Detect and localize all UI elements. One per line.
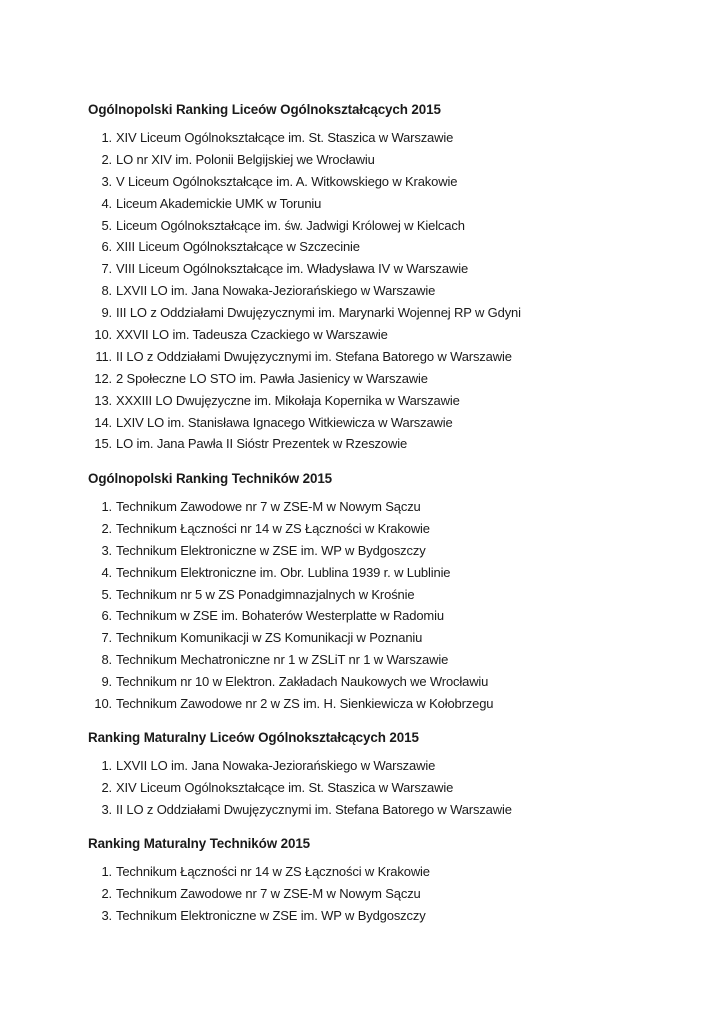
list-item [88, 499, 708, 521]
rank-number: 1. [101, 864, 112, 879]
school-name: Technikum Komunikacji w ZS Komunikacji w Poznaniu [116, 630, 423, 646]
rank-number: 15. [94, 436, 112, 452]
section-title: Ogólnopolski Ranking Techników 2015 [88, 471, 333, 486]
rank-number: 6. [101, 608, 112, 624]
ranking-list [88, 758, 708, 824]
school-name: LO nr XIV im. Polonii Belgijskiej we Wrocławiu [116, 151, 375, 167]
school-name: Technikum Łączności nr 14 w ZS Łączności w Krakowie [116, 520, 430, 536]
school-name: Technikum Zawodowe nr 7 w ZSE-M w Nowym Sączu [116, 499, 421, 514]
list-item [88, 652, 708, 674]
rank-number: 2. [101, 779, 112, 795]
school-name: LXVII LO im. Jana Nowaka-Jeziorańskiego w Warszawie [116, 283, 436, 299]
list-item [88, 780, 708, 802]
list-item [88, 349, 708, 371]
list-item [88, 393, 708, 415]
ranking-section-maturalny-technika [88, 836, 708, 930]
list-item [88, 864, 708, 886]
school-name: Technikum Łączności nr 14 w ZS Łączności w Krakowie [116, 864, 430, 879]
rank-number: 11. [95, 348, 112, 364]
section-title: Ogólnopolski Ranking Liceów Ogólnokształcących 2015 [88, 102, 441, 117]
ranking-section-licea [88, 102, 708, 458]
school-name: Liceum Ogólnokształcące im. św. Jadwigi Królowej w Kielcach [116, 217, 465, 233]
school-name: Technikum w ZSE im. Bohaterów Westerplatte w Radomiu [116, 608, 444, 624]
school-name: XIII Liceum Ogólnokształcące w Szczecinie [116, 239, 360, 255]
rank-number: 2. [101, 520, 112, 536]
list-item [88, 261, 708, 283]
list-item [88, 630, 708, 652]
section-title: Ranking Maturalny Techników 2015 [88, 836, 311, 851]
list-item [88, 886, 708, 908]
ranking-section-maturalny-licea [88, 730, 708, 824]
list-item [88, 371, 708, 393]
school-name: Technikum Zawodowe nr 7 w ZSE-M w Nowym Sączu [116, 885, 421, 901]
ranking-section-technika [88, 471, 708, 718]
rank-number: 4. [101, 195, 112, 211]
list-item [88, 565, 708, 587]
list-item [88, 239, 708, 261]
list-item [88, 696, 708, 718]
list-item [88, 587, 708, 609]
school-name: XIV Liceum Ogólnokształcące im. St. Staszica w Warszawie [116, 130, 454, 145]
rank-number: 3. [101, 173, 112, 189]
rank-number: 8. [101, 283, 112, 299]
school-name: Technikum nr 5 w ZS Ponadgimnazjalnych w Krośnie [116, 586, 415, 602]
rank-number: 3. [101, 907, 112, 923]
list-item [88, 543, 708, 565]
school-name: Technikum nr 10 w Elektron. Zakładach Naukowych we Wrocławiu [116, 674, 489, 690]
rank-number: 1. [101, 499, 112, 514]
school-name: VIII Liceum Ogólnokształcące im. Władysława IV w Warszawie [116, 261, 469, 277]
rank-number: 12. [94, 370, 112, 386]
school-name: V Liceum Ogólnokształcące im. A. Witkowskiego w Krakowie [116, 173, 458, 189]
rank-number: 7. [101, 630, 112, 646]
rank-number: 5. [101, 217, 112, 233]
list-item [88, 305, 708, 327]
school-name: II LO z Oddziałami Dwujęzycznymi im. Stefana Batorego w Warszawie [116, 801, 512, 817]
school-name: III LO z Oddziałami Dwujęzycznymi im. Marynarki Wojennej RP w Gdyni [116, 305, 521, 321]
list-item [88, 130, 708, 152]
list-item [88, 674, 708, 696]
rank-number: 1. [101, 758, 112, 773]
school-name: 2 Społeczne LO STO im. Pawła Jasienicy w Warszawie [116, 370, 428, 386]
rank-number: 2. [101, 885, 112, 901]
rank-number: 7. [101, 261, 112, 277]
school-name: Technikum Elektroniczne im. Obr. Lublina 1939 r. w Lublinie [116, 564, 451, 580]
list-item [88, 521, 708, 543]
rank-number: 3. [101, 801, 112, 817]
school-name: XXXIII LO Dwujęzyczne im. Mikołaja Kopernika w Warszawie [116, 392, 460, 408]
school-name: Technikum Mechatroniczne nr 1 w ZSLiT nr 1 w Warszawie [116, 652, 449, 668]
list-item [88, 436, 708, 458]
list-item [88, 327, 708, 349]
school-name: Technikum Elektroniczne w ZSE im. WP w Bydgoszczy [116, 907, 426, 923]
list-item [88, 908, 708, 930]
school-name: II LO z Oddziałami Dwujęzycznymi im. Stefana Batorego w Warszawie [116, 348, 512, 364]
list-item [88, 196, 708, 218]
rank-number: 10. [94, 696, 112, 712]
rank-number: 5. [101, 586, 112, 602]
rank-number: 1. [101, 130, 112, 145]
school-name: LO im. Jana Pawła II Sióstr Prezentek w Rzeszowie [116, 436, 408, 452]
ranking-list [88, 130, 708, 458]
rank-number: 9. [101, 305, 112, 321]
list-item [88, 218, 708, 240]
school-name: XIV Liceum Ogólnokształcące im. St. Staszica w Warszawie [116, 779, 454, 795]
section-title: Ranking Maturalny Liceów Ogólnokształcących 2015 [88, 730, 419, 745]
list-item [88, 283, 708, 305]
list-item [88, 415, 708, 437]
school-name: Technikum Elektroniczne w ZSE im. WP w Bydgoszczy [116, 542, 426, 558]
list-item [88, 608, 708, 630]
school-name: Liceum Akademickie UMK w Toruniu [116, 195, 322, 211]
list-item [88, 802, 708, 824]
rank-number: 2. [101, 151, 112, 167]
rank-number: 4. [101, 564, 112, 580]
ranking-list [88, 499, 708, 718]
school-name: LXVII LO im. Jana Nowaka-Jeziorańskiego w Warszawie [116, 758, 436, 773]
school-name: LXIV LO im. Stanisława Ignacego Witkiewicza w Warszawie [116, 414, 453, 430]
rank-number: 13. [94, 392, 112, 408]
rank-number: 8. [101, 652, 112, 668]
rank-number: 10. [94, 327, 112, 343]
school-name: Technikum Zawodowe nr 2 w ZS im. H. Sienkiewicza w Kołobrzegu [116, 696, 494, 712]
school-name: XXVII LO im. Tadeusza Czackiego w Warszawie [116, 327, 388, 343]
rank-number: 14. [94, 414, 112, 430]
list-item [88, 174, 708, 196]
rank-number: 6. [101, 239, 112, 255]
rank-number: 3. [101, 542, 112, 558]
list-item [88, 758, 708, 780]
list-item [88, 152, 708, 174]
rank-number: 9. [101, 674, 112, 690]
ranking-list [88, 864, 708, 930]
